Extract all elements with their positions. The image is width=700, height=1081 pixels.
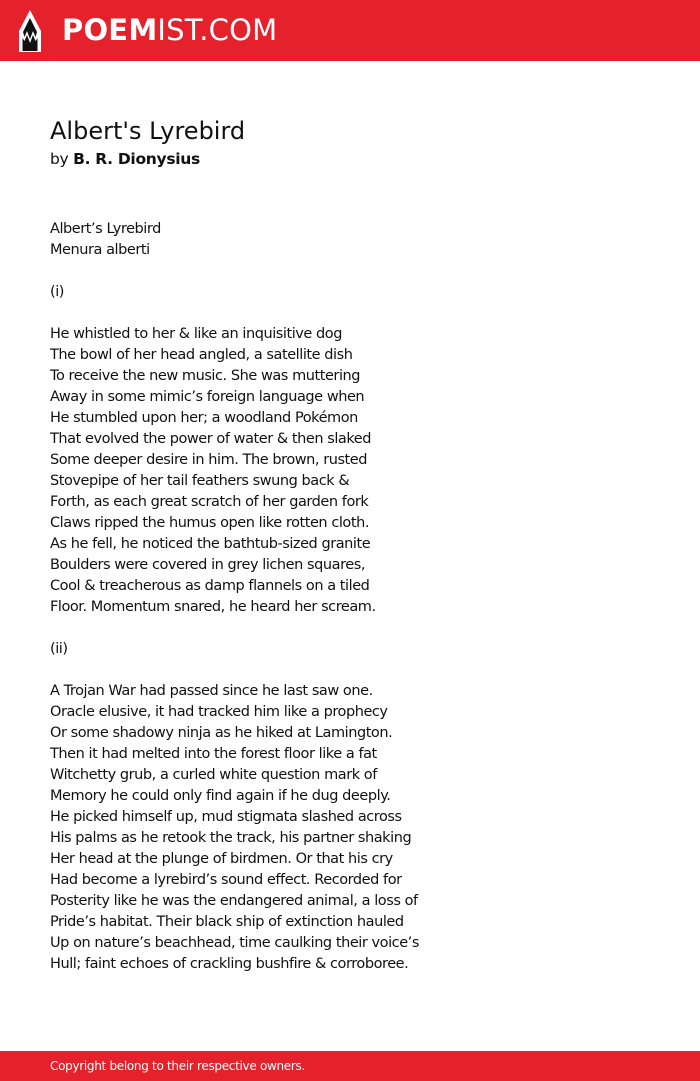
poem-line: Had become a lyrebird’s sound effect. Recorded for bbox=[50, 872, 402, 888]
poem-line: Forth, as each great scratch of her garden fork bbox=[50, 494, 369, 510]
poem-line: Pride’s habitat. Their black ship of extinction hauled bbox=[50, 914, 404, 930]
pencil-tip-icon[interactable] bbox=[18, 10, 42, 52]
poem-line: Then it had melted into the forest floor like a fat bbox=[50, 746, 377, 762]
poem-line: His palms as he retook the track, his partner shaking bbox=[50, 830, 412, 846]
poem-line: Posterity like he was the endangered animal, a loss of bbox=[50, 893, 418, 909]
stanza-break bbox=[50, 261, 670, 282]
poem-line: He picked himself up, mud stigmata slashed across bbox=[50, 809, 402, 825]
poem-line: Cool & treacherous as damp flannels on a tiled bbox=[50, 578, 370, 594]
poem-line: Stovepipe of her tail feathers swung back & bbox=[50, 473, 350, 489]
poem-line: Floor. Momentum snared, he heard her scream. bbox=[50, 599, 376, 615]
logo-light-text: IST.COM bbox=[157, 13, 278, 47]
copyright-text: Copyright belong to their respective owners. bbox=[50, 1059, 305, 1073]
poem-body bbox=[50, 219, 670, 975]
author-name: B. R. Dionysius bbox=[73, 150, 200, 168]
poem-line: That evolved the power of water & then slaked bbox=[50, 431, 372, 447]
poem-line: Away in some mimic’s foreign language when bbox=[50, 389, 365, 405]
poem-line: Some deeper desire in him. The brown, rusted bbox=[50, 452, 368, 468]
poem-line: (i) bbox=[50, 284, 64, 300]
poem-line: As he fell, he noticed the bathtub-sized granite bbox=[50, 536, 371, 552]
poem-line: Or some shadowy ninja as he hiked at Lamington. bbox=[50, 725, 393, 741]
poem-title: Albert's Lyrebird bbox=[50, 117, 246, 145]
poem-line: Witchetty grub, a curled white question mark of bbox=[50, 767, 377, 783]
poem-line: A Trojan War had passed since he last saw one. bbox=[50, 683, 373, 699]
poem-line: Menura alberti bbox=[50, 242, 150, 258]
poem-line: Memory he could only find again if he dug deeply. bbox=[50, 788, 391, 804]
stanza-break bbox=[50, 660, 670, 681]
poem-line: Oracle elusive, it had tracked him like a prophecy bbox=[50, 704, 388, 720]
poem-line: Claws ripped the humus open like rotten cloth. bbox=[50, 515, 369, 531]
poem-line: (ii) bbox=[50, 641, 68, 657]
poem-line: Up on nature’s beachhead, time caulking their voice’s bbox=[50, 935, 419, 951]
poem-line: He stumbled upon her; a woodland Pokémon bbox=[50, 410, 358, 426]
poem-line: He whistled to her & like an inquisitive dog bbox=[50, 326, 342, 342]
byline bbox=[50, 149, 200, 169]
site-header bbox=[0, 0, 700, 61]
stanza-break bbox=[50, 303, 670, 324]
poem-line: Boulders were covered in grey lichen squares, bbox=[50, 557, 365, 573]
poem-line: Albert’s Lyrebird bbox=[50, 221, 161, 237]
poem-line: To receive the new music. She was muttering bbox=[50, 368, 361, 384]
logo-bold-text: POEM bbox=[62, 13, 158, 47]
poem-line: Hull; faint echoes of crackling bushfire & corroboree. bbox=[50, 956, 409, 972]
poem-line: The bowl of her head angled, a satellite dish bbox=[50, 347, 353, 363]
site-footer bbox=[0, 1051, 700, 1081]
site-logo[interactable] bbox=[62, 13, 277, 47]
stanza-break bbox=[50, 618, 670, 639]
poem-line: Her head at the plunge of birdmen. Or that his cry bbox=[50, 851, 393, 867]
by-label: by bbox=[50, 150, 69, 168]
